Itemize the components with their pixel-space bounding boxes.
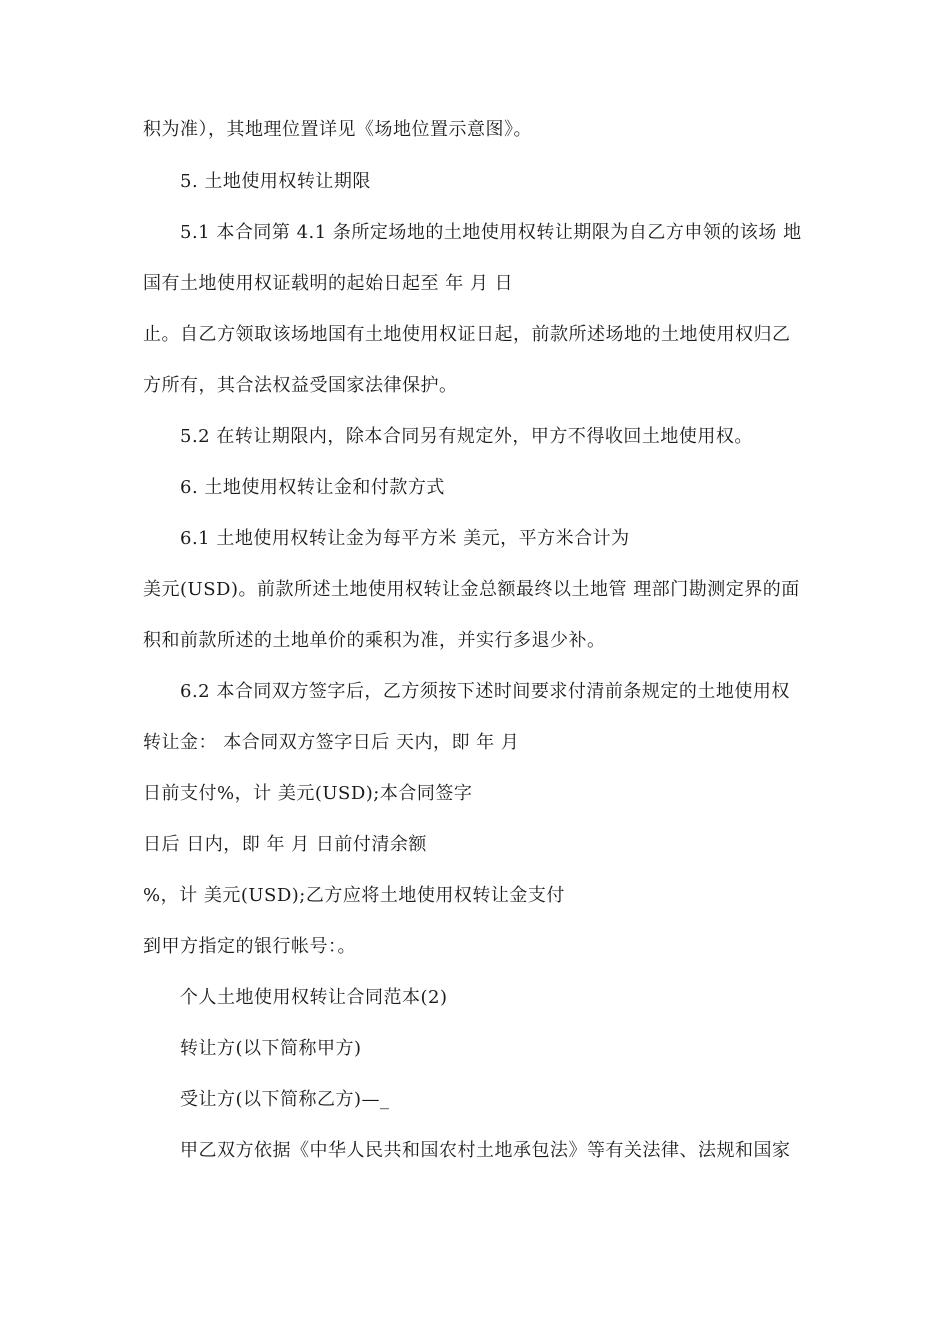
text-line: 止。自乙方领取该场地国有土地使用权证日起，前款所述场地的土地使用权归乙 <box>143 324 791 345</box>
party-line: 转让方(以下简称甲方) <box>180 1038 362 1059</box>
text-line: 甲乙双方依据《中华人民共和国农村土地承包法》等有关法律、法规和国家 <box>180 1140 791 1161</box>
text-line: 5.2 在转让期限内，除本合同另有规定外，甲方不得收回土地使用权。 <box>180 426 753 447</box>
text-line: 6.2 本合同双方签字后，乙方须按下述时间要求付清前条规定的土地使用权 <box>180 681 790 702</box>
text-line: 日后 日内，即 年 月 日前付清余额 <box>143 834 427 855</box>
text-line: 转让金： 本合同双方签字日后 天内，即 年 月 <box>143 732 520 753</box>
text-line: %，计 美元(USD);乙方应将土地使用权转让金支付 <box>143 885 565 906</box>
section-heading: 6. 土地使用权转让金和付款方式 <box>180 477 445 498</box>
party-line: 受让方(以下简称乙方)—_ <box>180 1089 390 1110</box>
text-line: 5.1 本合同第 4.1 条所定场地的土地使用权转让期限为自乙方申领的该场 地 <box>180 222 802 243</box>
text-line: 美元(USD)。前款所述土地使用权转让金总额最终以土地管 理部门勘测定界的面 <box>143 579 800 600</box>
document-title: 个人土地使用权转让合同范本(2) <box>180 987 448 1008</box>
text-line: 日前支付%，计 美元(USD);本合同签字 <box>143 783 473 804</box>
text-line: 积为准），其地理位置详见《场地位置示意图》。 <box>143 119 532 140</box>
text-line: 6.1 土地使用权转让金为每平方米 美元，平方米合计为 <box>180 528 630 549</box>
section-heading: 5. 土地使用权转让期限 <box>180 171 371 192</box>
text-line: 积和前款所述的土地单价的乘积为准，并实行多退少补。 <box>143 630 606 651</box>
text-line: 国有土地使用权证载明的起始日起至 年 月 日 <box>143 273 514 294</box>
text-line: 到甲方指定的银行帐号：。 <box>143 936 356 957</box>
text-line: 方所有，其合法权益受国家法律保护。 <box>143 375 458 396</box>
